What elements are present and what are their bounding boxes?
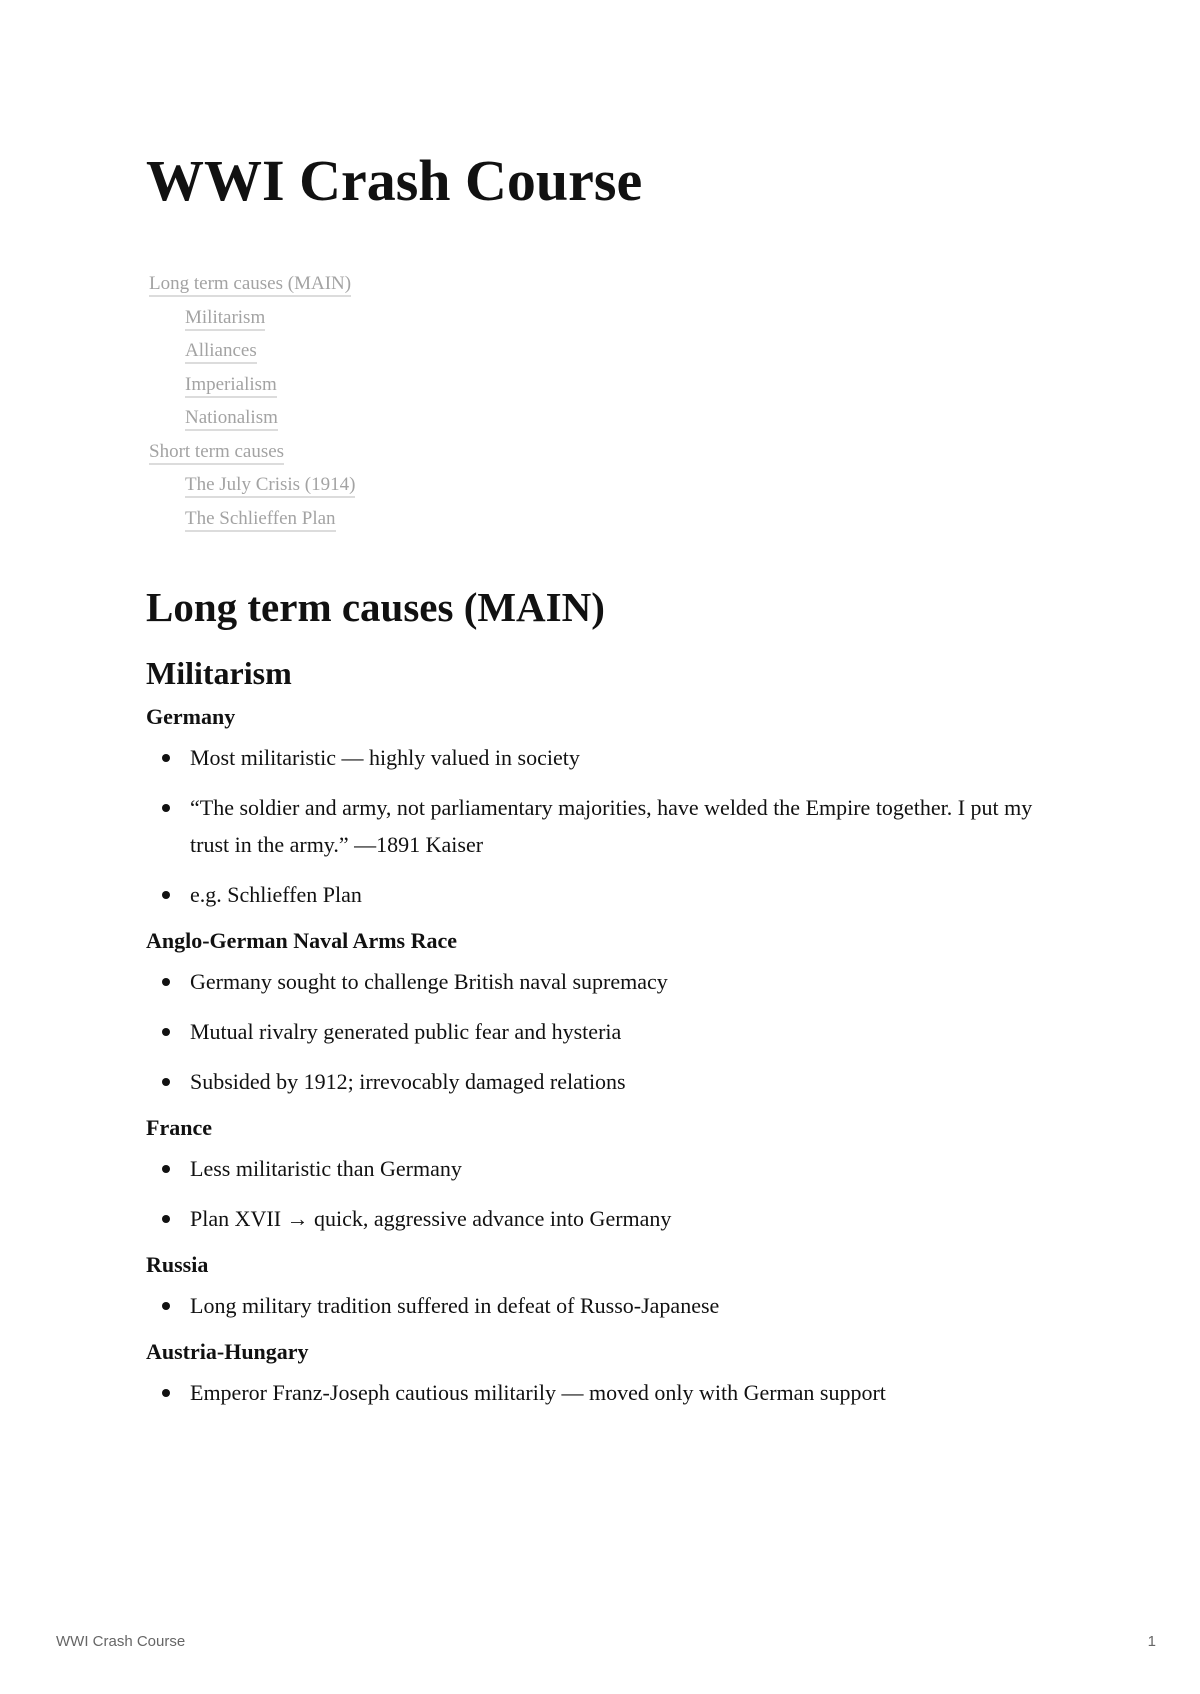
list-item: Most militaristic — highly valued in society [146,739,1066,776]
toc-link-schlieffen-plan[interactable]: The Schlieffen Plan [185,508,336,532]
list-item: Plan XVII → quick, aggressive advance into Germany [146,1200,1066,1237]
footer-document-title: WWI Crash Course [56,1633,186,1650]
bullet-list [146,1374,1066,1411]
document-title: WWI Crash Course [146,148,643,213]
toc-item [149,438,355,472]
toc-item [149,337,355,371]
list-item: e.g. Schlieffen Plan [146,876,1066,913]
toc-link-imperialism[interactable]: Imperialism [185,374,277,398]
group-title-russia: Russia [146,1252,209,1277]
bullet-list [146,1287,1066,1324]
table-of-contents [149,270,355,538]
toc-item [149,471,355,505]
bullet-list [146,963,1066,1100]
group-title-france: France [146,1115,212,1140]
list-item: Emperor Franz-Joseph cautious militarily — moved only with German support [146,1374,1066,1411]
toc-item [149,505,355,539]
group-title-naval-arms-race: Anglo-German Naval Arms Race [146,928,458,953]
list-item: Long military tradition suffered in defeat of Russo-Japanese [146,1287,1066,1324]
list-item: Mutual rivalry generated public fear and hysteria [146,1013,1066,1050]
list-item: Subsided by 1912; irrevocably damaged relations [146,1063,1066,1100]
toc-link-militarism[interactable]: Militarism [185,307,265,331]
group-title-austria-hungary: Austria-Hungary [146,1339,309,1364]
group-title-germany: Germany [146,704,236,729]
subsection-heading: Militarism [146,655,292,691]
toc-link-short-term-causes[interactable]: Short term causes [149,441,284,465]
toc-item [149,371,355,405]
footer-page-number: 1 [1147,1633,1156,1650]
toc-item [149,304,355,338]
document-body [146,582,1066,1411]
list-item: Less militaristic than Germany [146,1150,1066,1187]
toc-link-alliances[interactable]: Alliances [185,340,257,364]
list-item: Germany sought to challenge British naval supremacy [146,963,1066,1000]
bullet-list [146,739,1066,913]
list-item: “The soldier and army, not parliamentary majorities, have welded the Empire together. I put my trust in the army.” —1891 Kaiser [146,789,1066,863]
toc-link-july-crisis[interactable]: The July Crisis (1914) [185,474,355,498]
section-heading: Long term causes (MAIN) [146,584,605,630]
bullet-list [146,1150,1066,1237]
toc-link-long-term-causes[interactable]: Long term causes (MAIN) [149,273,351,297]
toc-item [149,404,355,438]
toc-item [149,270,355,304]
toc-link-nationalism[interactable]: Nationalism [185,407,278,431]
